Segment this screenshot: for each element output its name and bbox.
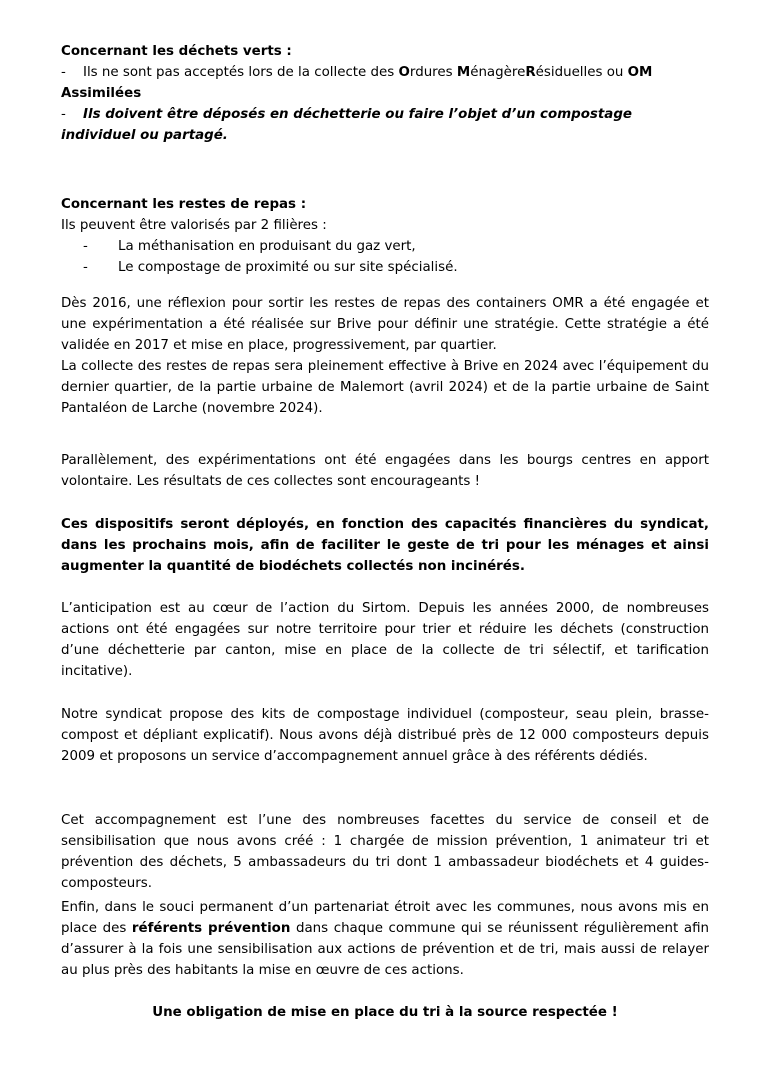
section-green-waste	[61, 41, 709, 146]
list-marker: -	[83, 239, 88, 254]
closing-statement: Une obligation de mise en place du tri à la source respectée !	[152, 1005, 618, 1020]
list-item: - La méthanisation en produisant du gaz vert,	[61, 236, 709, 257]
heading-green-waste: Concernant les déchets verts :	[61, 44, 292, 59]
heading-meal-leftovers: Concernant les restes de repas :	[61, 197, 307, 212]
green-item-2	[61, 104, 709, 146]
paragraph-strategy: Dès 2016, une réflexion pour sortir les restes de repas des containers OMR a été engagée et une expérimentation a été réalisée sur Brive pour définir une stratégie. Cette stratégie a été validée en 2017 et mise en place, progressivement, par quartier. La collecte des restes de repas sera pleinement effective à Brive en 2024 avec l’équipement du dernier quartier, de la partie urbaine de Malemort (avril 2024) et de la partie urbaine de Saint Pantaléon de Larche (novembre 2024).	[61, 296, 709, 416]
paragraph-partnership: Enfin, dans le souci permanent d’un partenariat étroit avec les communes, nous avons mis en place des référents prévention dans chaque commune qui se réunissent régulièrement afin d’assurer à la fois une sensibilisation aux actions de prévention et de tri, mais aussi de relayer au plus près des habitants la mise en œuvre de ces actions.	[61, 900, 709, 978]
section-meal-leftovers	[61, 194, 709, 278]
paragraph-experiments: Parallèlement, des expérimentations ont été engagées dans les bourgs centres en apport volontaire. Les résultats de ces collectes sont encourageants !	[61, 453, 709, 489]
dash-marker: -	[61, 65, 66, 80]
paragraph-support: Cet accompagnement est l’une des nombreuses facettes du service de conseil et de sensibilisation que nous avons créé : 1 chargée de mission prévention, 1 animateur tri et prévention des déchets, 5 ambassadeurs du tri dont 1 ambassadeur biodéchets et 4 guides-composteurs.	[61, 813, 709, 891]
meal-intro: Ils peuvent être valorisés par 2 filières :	[61, 218, 327, 233]
paragraph-deployment: Ces dispositifs seront déployés, en fonction des capacités financières du syndicat, dans les prochains mois, afin de faciliter le geste de tri pour les ménages et ainsi augmenter la quantité de biodéchets collectés non incinérés.	[61, 517, 709, 574]
highlight-referents: référents prévention	[131, 921, 291, 936]
dash-marker: -	[61, 107, 66, 122]
list-item: - Le compostage de proximité ou sur site spécialisé.	[61, 257, 709, 278]
paragraph-anticipation: L’anticipation est au cœur de l’action du Sirtom. Depuis les années 2000, de nombreuses actions ont été engagées sur notre territoire pour trier et réduire les déchets (construction d’une déchetterie par canton, mise en place de la collecte de tri sélectif, et tarification incitative).	[61, 601, 709, 679]
list-marker: -	[83, 260, 88, 275]
paragraph-compost-kits: Notre syndicat propose des kits de compostage individuel (composteur, seau plein, brasse-compost et dépliant explicatif). Nous avons déjà distribué près de 12 000 composteurs depuis 2009 et proposons un service d’accompagnement annuel grâce à des référents dédiés.	[61, 707, 709, 764]
green-item-1: - Ils ne sont pas acceptés lors de la collecte des Ordures MénagèreRésiduelles ou OM Assimilées	[61, 62, 709, 104]
green-item-2-text: Ils doivent être déposés en déchetterie ou faire l’objet d’un compostage individuel ou partagé.	[61, 107, 633, 143]
